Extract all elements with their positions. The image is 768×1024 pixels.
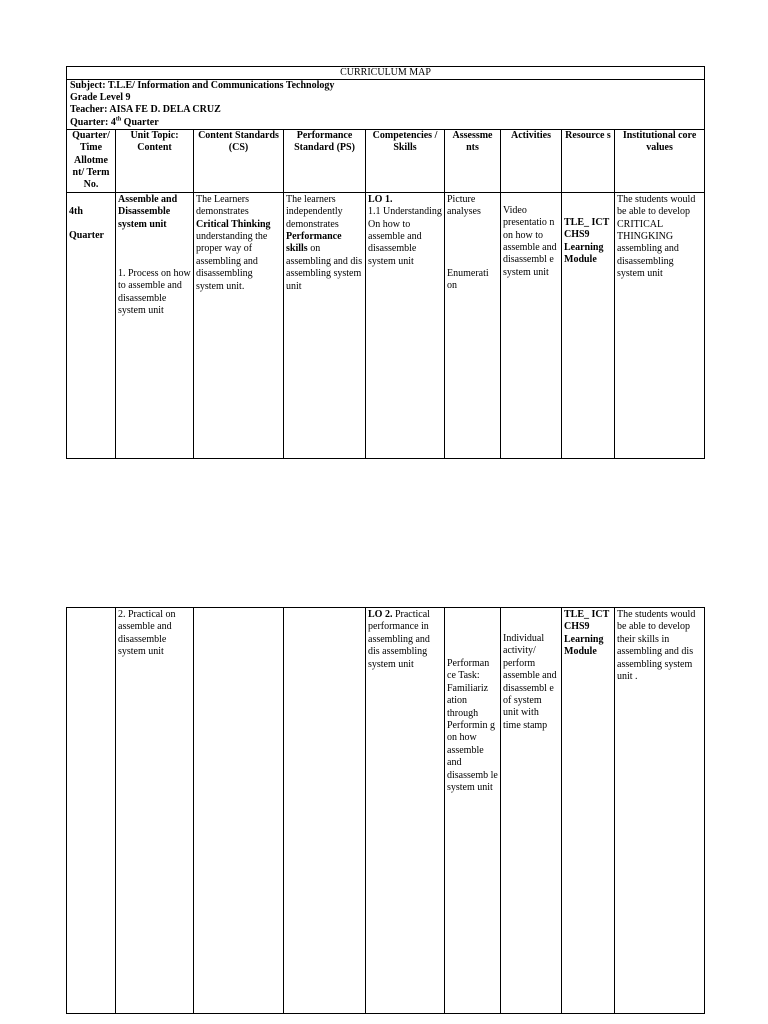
grade-line: Grade Level 9 (70, 92, 131, 104)
ps-keyword: Performance skills (286, 231, 342, 255)
header-cs: Content Standards (CS) (194, 129, 284, 192)
content-standard-cell (194, 192, 284, 458)
teacher-line: Teacher: AISA FE D. DELA CRUZ (70, 104, 221, 116)
header-assessments: Assessme nts (445, 129, 501, 192)
term-number: 4th (69, 205, 83, 217)
header-values: Institutional core values (615, 129, 705, 192)
cs-detail: understanding the proper way of assembling and disassembling system unit. (196, 231, 268, 292)
activities-cell-2 (501, 608, 562, 1014)
core-values-text: The students would be able to develop CRITICAL THINGKING assembling and disassembling system unit (617, 193, 696, 280)
subject-line: Subject: T.L.E/ Information and Communications Technology (70, 80, 335, 91)
cs-intro: The Learners demonstrates (196, 193, 250, 218)
cs-keyword: Critical Thinking (196, 218, 271, 230)
activity-video: Video presentatio n on how to assemble and disassembl e system unit (503, 204, 557, 278)
core-values-text-2: The students would be able to develop their skills in assembling and dis assembling system unit . (617, 609, 696, 683)
core-values-cell (615, 192, 705, 458)
curriculum-map-table-continued (66, 607, 705, 1014)
header-resources: Resource s (562, 129, 615, 192)
lo1-label: LO 1. (368, 193, 393, 205)
assessments-cell (445, 192, 501, 458)
quarter-line: Quarter: 4th Quarter (70, 116, 159, 128)
assessment-picture: Picture analyses (447, 193, 481, 218)
resources-cell-2 (562, 608, 615, 1014)
unit-topic-cell (116, 192, 194, 458)
performance-standard-cell-2 (284, 608, 366, 1014)
header-activities: Activities (501, 129, 562, 192)
lo2-detail: Practical performance in assembling and dis assembling system unit (368, 609, 430, 670)
assessments-cell-2 (445, 608, 501, 1014)
ps-intro: The learners independently demonstrates (286, 193, 343, 230)
map-meta (67, 80, 705, 130)
term-quarter: Quarter (69, 230, 104, 242)
resource-module-2: TLE_ ICT CHS9 Learning Module (564, 609, 610, 658)
resource-module: TLE_ ICT CHS9 Learning Module (564, 216, 610, 265)
curriculum-map-table (66, 66, 705, 459)
ps-detail: on assembling and dis assembling system unit (286, 243, 363, 292)
assessment-performance-task: Performan ce Task: Familiariz ation through Performin g on how assemble and disassemb le system unit (447, 658, 498, 794)
assessment-enumeration: Enumerati on (447, 267, 489, 291)
competencies-cell (366, 192, 445, 458)
activity-individual: Individual activity/ perform assemble and disassembl e of system unit with time stamp (503, 633, 557, 731)
header-time: Quarter/ Time Allotme nt/ Term No. (67, 129, 116, 192)
header-competencies: Competencies / Skills (366, 129, 445, 192)
unit-topic-title: Assemble and Disassemble system unit (118, 193, 178, 230)
time-cell (67, 192, 116, 458)
time-cell-2 (67, 608, 116, 1014)
lo2-label: LO 2. (368, 609, 393, 620)
unit-subtopic: 1. Process on how to assemble and disassemble system unit (118, 268, 191, 317)
unit-subtopic-2: 2. Practical on assemble and disassemble system unit (118, 609, 176, 658)
lo1-detail: 1.1 Understanding On how to assemble and disassemble system unit (368, 206, 442, 267)
header-ps: Performance Standard (PS) (284, 129, 366, 192)
competencies-cell-2 (366, 608, 445, 1014)
resources-cell (562, 192, 615, 458)
unit-topic-cell-2 (116, 608, 194, 1014)
header-unit: Unit Topic: Content (116, 129, 194, 192)
performance-standard-cell (284, 192, 366, 458)
activities-cell (501, 192, 562, 458)
map-title: CURRICULUM MAP (67, 67, 705, 80)
content-standard-cell-2 (194, 608, 284, 1014)
core-values-cell-2 (615, 608, 705, 1014)
